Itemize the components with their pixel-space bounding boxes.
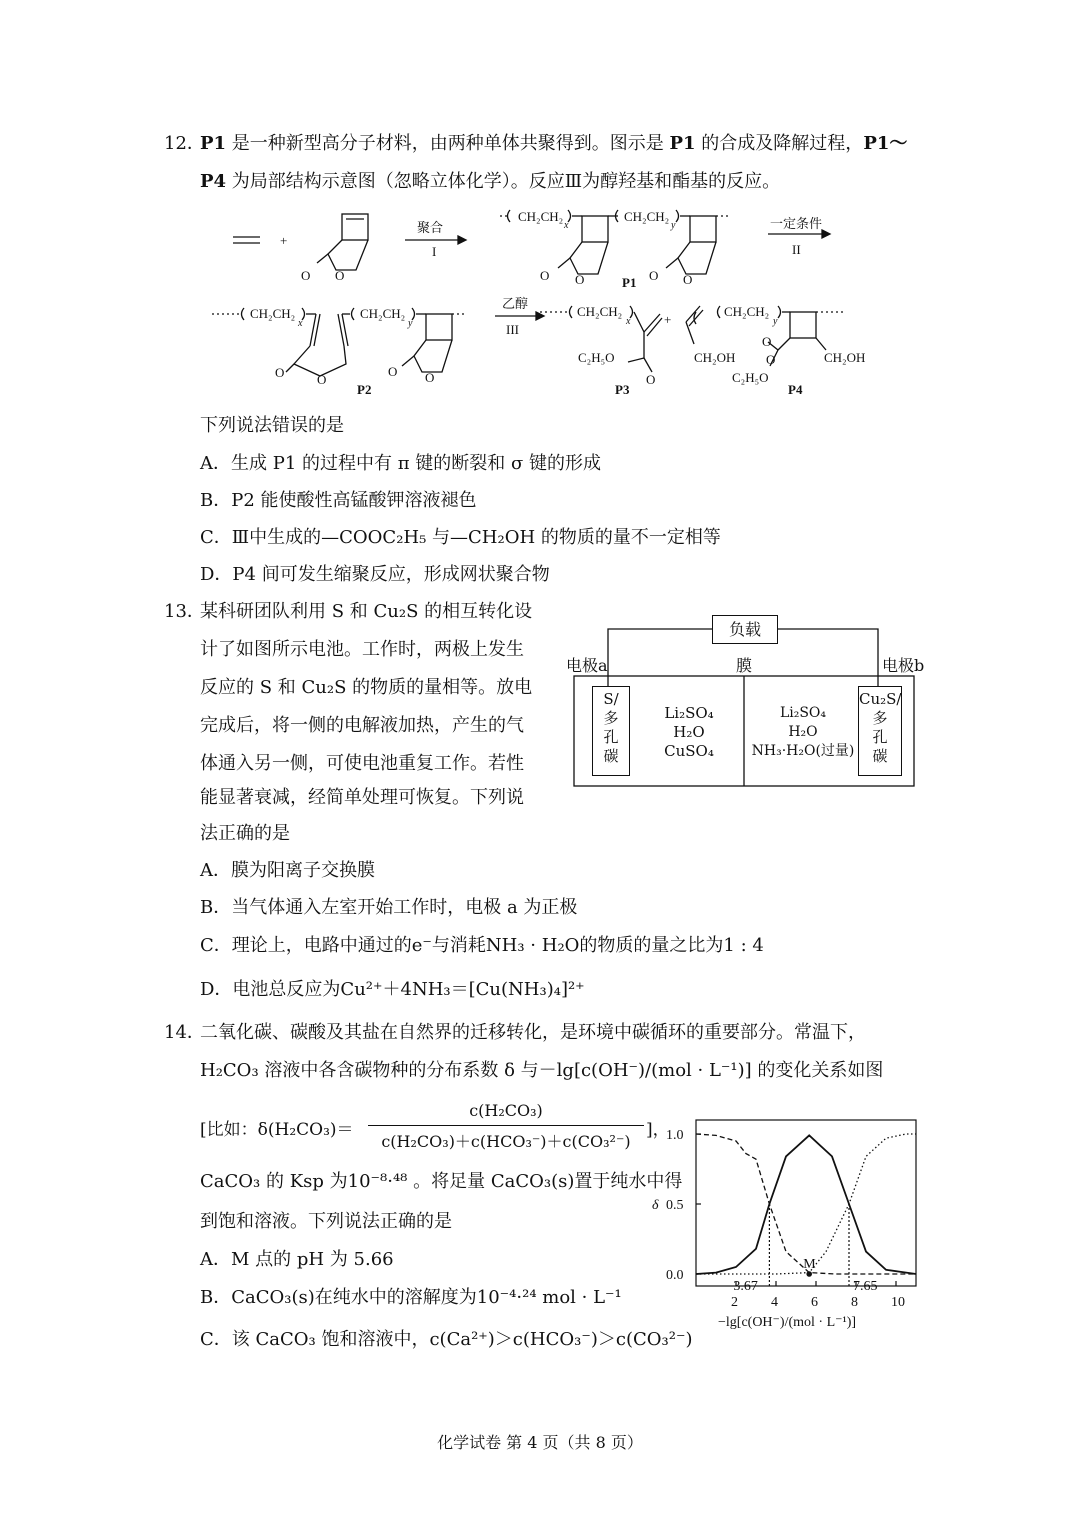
ch2oh-label: CH₂OH [694,350,736,365]
sub-y: y [773,316,778,327]
p1-ch2ch2: CH₂CH₂ [518,209,564,224]
page-footer: 化学试卷 第 4 页（共 8 页） [437,1433,643,1452]
membrane-label: 膜 [736,656,753,675]
electrode-b [858,686,902,776]
plus-sign-2: + [664,312,672,327]
y-tick-label: 0.5 [666,1198,684,1213]
q13-number: 13． [164,601,205,622]
q12-option-b: B．P2 能使酸性高锰酸钾溶液褪色 [200,490,477,511]
label-p1: P1 [622,275,637,290]
arrow-ii-num: II [792,242,801,257]
fraction-bar [368,1125,644,1126]
series-line-dashed [696,1134,916,1274]
p3-ester: C₂H₅O [578,350,615,365]
o-label: O [425,370,435,385]
p4-ch2ch2: CH₂CH₂ [724,304,770,319]
plus-sign-1: + [280,233,288,248]
q14-example-prefix: [比如：δ(H₂CO₃)＝ [200,1120,354,1140]
ch2oh-label: CH₂OH [824,350,866,365]
sub-y: y [408,318,413,329]
q12-p1-ref: P1 [200,133,227,154]
q12-option-c: C．Ⅲ中生成的—COOC₂H₅ 与—CH₂OH 的物质的量不一定相等 [200,527,721,548]
crossing-label: 3.67 [733,1279,758,1294]
p3-ch2ch2: CH₂CH₂ [577,304,623,319]
q13-option-a: A．膜为阳离子交换膜 [200,860,375,881]
q13-option-c: C．理论上，电路中通过的e⁻与消耗NH₃ · H₂O的物质的量之比为1 : 4 [200,935,764,956]
x-tick-label: 8 [851,1295,858,1310]
arrow-ii-label: 一定条件 [770,216,823,231]
o-label: O [646,372,656,387]
o-label: O [388,364,398,379]
o-label: O [683,272,693,287]
o-label: O [575,272,585,287]
left-electrolyte: Li₂SO₄ H₂O CuSO₄ [664,704,714,760]
o-label: O [317,372,327,387]
label-p3: P3 [615,382,630,397]
q12-line2-text: 为局部结构示意图（忽略立体化学）。反应Ⅲ为醇羟基和酯基的反应。 [226,171,781,192]
electrode-a-label: 电极a [566,656,608,675]
x-tick-label: 4 [771,1295,778,1310]
o-label: O [649,268,659,283]
electrode-a [592,686,630,776]
p2-ch2ch2: CH₂CH₂ [250,306,296,321]
point-m [806,1271,812,1277]
q13-line: 反应的 S 和 Cu₂S 的物质的量相等。放电 [200,677,533,698]
q13-option-b: B．当气体通入左室开始工作时，电极 a 为正极 [200,897,578,918]
electrode-b-label: 电极b [882,656,925,675]
q13-line: 完成后，将一侧的电解液加热，产生的气 [200,715,524,736]
q12-option-a: A．生成 P1 的过程中有 π 键的断裂和 σ 键的形成 [200,453,602,474]
q12-line1 [200,132,907,156]
q14-number: 14． [164,1022,205,1043]
q12-p4-ref: P4 [200,171,227,192]
q14-option-c: C．该 CaCO₃ 饱和溶液中，c(Ca²⁺)＞c(HCO₃⁻)＞c(CO₃²⁻) [200,1329,693,1350]
crossing-label: 7.65 [853,1279,878,1294]
p4-ester: C₂H₅O [732,370,769,385]
q12-number: 12． [164,133,205,154]
series-line-solid [696,1135,916,1274]
o-label: O [275,365,285,380]
sub-x: x [564,220,569,231]
q14-line2: H₂CO₃ 溶液中各含碳物种的分布系数 δ 与－lg[c(OH⁻)/(mol · L⁻¹)] 的变化关系如图 [200,1060,884,1081]
q14-option-a: A．M 点的 pH 为 5.66 [200,1249,394,1270]
o-label: O [301,268,311,283]
o-label: O [762,334,772,349]
p2-ch2ch2: CH₂CH₂ [360,306,406,321]
x-tick-label: 2 [731,1295,738,1310]
arrow-iii-label: 乙醇 [502,296,529,311]
q13-option-d: D．电池总反应为Cu²⁺＋4NH₃＝[Cu(NH₃)₄]²⁺ [200,979,585,1000]
q14-line1: 二氧化碳、碳酸及其盐在自然界的迁移转化，是环境中碳循环的重要部分。常温下， [200,1022,866,1043]
y-tick-label: 1.0 [666,1128,684,1143]
load: 负载 [712,615,778,644]
q14-ksp-line: CaCO₃ 的 Ksp 为10⁻⁸·⁴⁸ 。将足量 CaCO₃(s)置于纯水中得 [200,1171,683,1192]
o-label: O [766,352,776,367]
right-electrolyte: Li₂SO₄ H₂O NH₃·H₂O(过量) [751,705,855,759]
y-axis-label: δ [652,1198,659,1213]
arrow-i-label: 聚合 [417,220,444,235]
sub-y: y [671,220,676,231]
q14-option-b: B．CaCO₃(s)在纯水中的溶解度为10⁻⁴·²⁴ mol · L⁻¹ [200,1287,622,1308]
arrow-i-num: I [432,244,437,259]
q12-line2 [200,170,780,194]
series-line-dotted [696,1134,916,1274]
q12-line1-text1: 是一种新型高分子材料，由两种单体共聚得到。图示是 [226,133,670,154]
q13-line: 法正确的是 [200,823,290,844]
q13-line: 计了如图所示电池。工作时，两极上发生 [200,639,524,660]
q14-example-denominator: c(H₂CO₃)＋c(HCO₃⁻)＋c(CO₃²⁻) [381,1132,631,1151]
electrode-a-text: S/ 多 孔 碳 [603,690,619,765]
q12-p1-range: P1～ [863,133,908,154]
label-p4: P4 [788,382,803,397]
q12-option-d: D．P4 间可发生缩聚反应，形成网状聚合物 [200,564,550,585]
q14-stem: 到饱和溶液。下列说法正确的是 [200,1211,452,1232]
q13-line: 能显著衰减，经简单处理可恢复。下列说 [200,787,524,808]
arrow-iii-num: III [506,322,519,337]
o-label: O [335,268,345,283]
q12-stem: 下列说法错误的是 [200,415,344,436]
x-axis-label: −lg[c(OH⁻)/(mol · L⁻¹)] [718,1315,857,1330]
q13-line: 体通入另一侧，可使电池重复工作。若性 [200,753,524,774]
x-tick-label: 6 [811,1295,818,1310]
q13-line: 某科研团队利用 S 和 Cu₂S 的相互转化设 [200,601,533,622]
q12-p1-ref2: P1 [669,133,696,154]
q14-example-suffix: ]， [646,1120,670,1140]
sub-x: x [626,316,631,327]
x-tick-label: 10 [891,1295,905,1310]
q14-example-numerator: c(H₂CO₃) [469,1101,543,1120]
o-label: O [540,268,550,283]
distribution-chart [648,1112,930,1344]
battery-diagram [566,612,926,790]
p1-ch2ch2: CH₂CH₂ [624,209,670,224]
label-p2: P2 [357,382,372,397]
sub-x: x [298,318,303,329]
y-tick-label: 0.0 [666,1268,684,1283]
q12-line1-text2: 的合成及降解过程， [695,133,864,154]
point-m-label: M [803,1257,816,1272]
q12-reaction-scheme [200,196,880,406]
electrode-b-text: Cu₂S/ 多 孔 碳 [859,690,902,765]
